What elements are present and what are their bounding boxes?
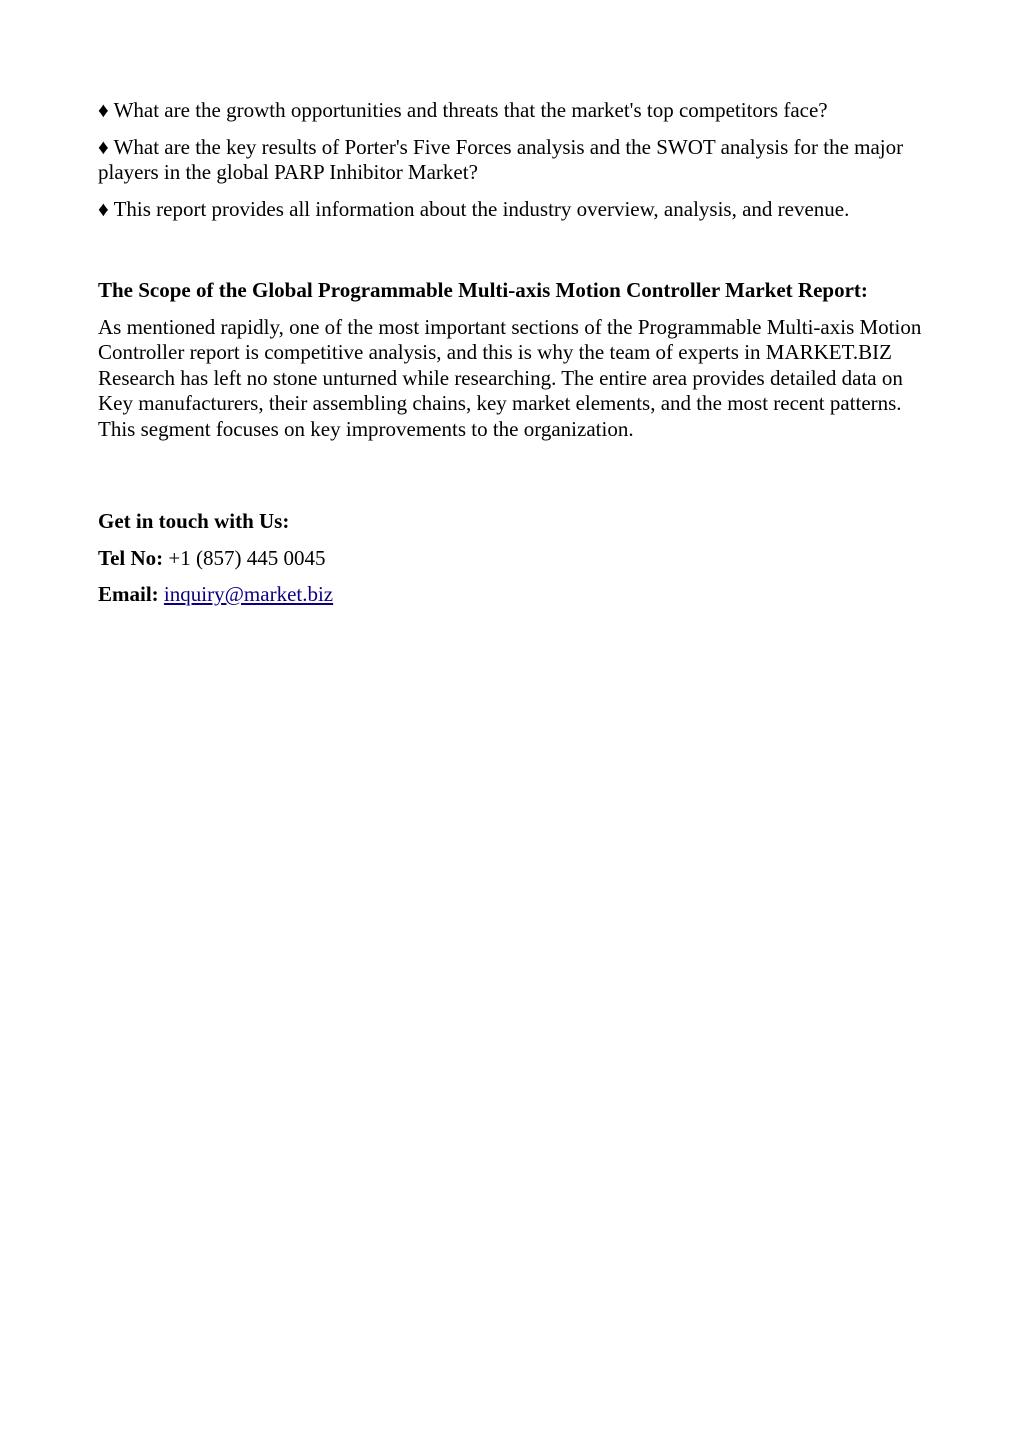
list-item: ♦ This report provides all information about the industry overview, analysis, and revenue. [98, 196, 850, 221]
question-list [98, 98, 928, 222]
scope-heading: The Scope of the Global Programmable Multi-axis Motion Controller Market Report: [98, 278, 868, 302]
document-page [98, 98, 928, 619]
list-item: ♦ What are the key results of Porter's Five Forces analysis and the SWOT analysis for the major players in the global PARP Inhibitor Market? [98, 134, 904, 184]
email-label: Email: [98, 582, 164, 606]
email-link[interactable]: inquiry@market.biz [163, 582, 334, 606]
scope-section [98, 278, 928, 442]
list-item: ♦ What are the growth opportunities and threats that the market's top competitors face? [98, 98, 828, 122]
contact-heading: Get in touch with Us: [98, 509, 290, 533]
contact-section [98, 509, 928, 608]
scope-paragraph: As mentioned rapidly, one of the most important sections of the Programmable Multi-axis Motion Controller report is competitive analysis, and this is why the team of experts in MARKET.BIZ Research has left no stone unturned while researching. The entire area provides detailed data on Key manufacturers, their assembling chains, key market elements, and the most recent patterns. This segment focuses on key improvements to the organization. [98, 314, 922, 441]
tel-label: Tel No: [98, 545, 169, 570]
tel-value: +1 (857) 445 0045 [168, 545, 326, 570]
tel-line [98, 546, 928, 572]
email-line [98, 582, 928, 608]
